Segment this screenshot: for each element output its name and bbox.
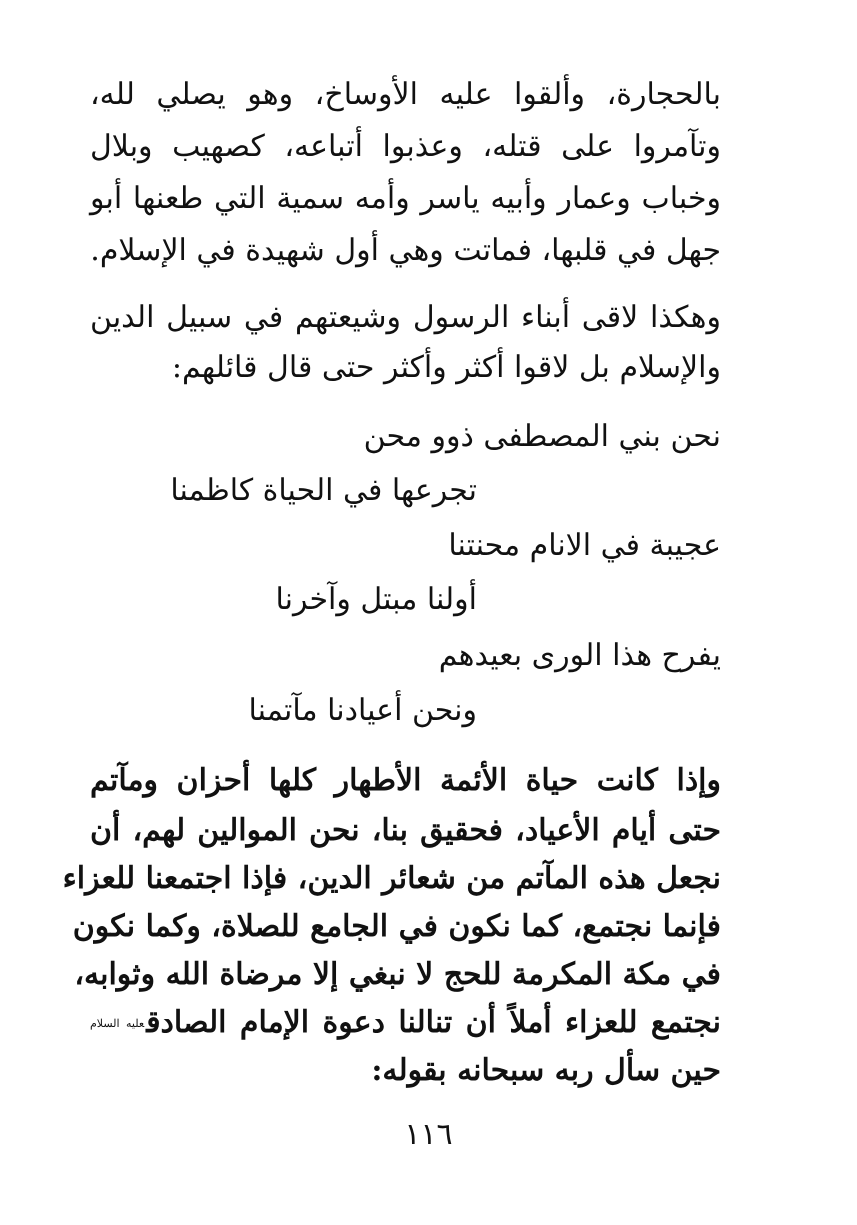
paragraph-3-line-2: حتى أيام الأعياد، فحقيق بنا، نحن الموالين لهم، أن [90, 813, 721, 848]
paragraph-3-line-6-text: نجتمع للعزاء أملاً أن تنالنا دعوة الإمام الصادق [146, 1005, 721, 1040]
paragraph-2-line-1: وهكذا لاقى أبناء الرسول وشيعتهم في سبيل الدين [90, 300, 721, 335]
paragraph-1-line-3: وخباب وعمار وأبيه ياسر وأمه سمية التي طعنها أبو [90, 181, 721, 216]
paragraph-3-line-6 [90, 1000, 721, 1046]
poem-verse-2-first-half: عجيبة في الانام محنتنا [448, 528, 721, 563]
paragraph-3-line-7: حين سأل ربه سبحانه بقوله: [371, 1053, 721, 1088]
paragraph-3-line-1: وإذا كانت حياة الأئمة الأطهار كلها أحزان ومآتم [90, 763, 721, 798]
poem-verse-1-first-half: نحن بني المصطفى ذوو محن [363, 419, 721, 454]
paragraph-1-line-4: جهل في قلبها، فماتت وهي أول شهيدة في الإسلام. [90, 233, 721, 268]
paragraph-3-line-5: في مكة المكرمة للحج لا نبغي إلا مرضاة الله وثوابه، [74, 957, 721, 992]
poem-verse-3-second-half: ونحن أعيادنا مآتمنا [248, 693, 477, 728]
paragraph-1-line-2: وتآمروا على قتله، وعذبوا أتباعه، كصهيب وبلال [90, 129, 721, 164]
poem-verse-1-second-half: تجرعها في الحياة كاظمنا [170, 473, 477, 508]
poem-verse-3-first-half: يفرح هذا الورى بعيدهم [438, 638, 721, 673]
paragraph-2-line-2: والإسلام بل لاقوا أكثر وأكثر حتى قال قائلهم: [171, 350, 721, 385]
paragraph-3-line-4: فإنما نجتمع، كما نكون في الجامع للصلاة، وكما نكون [72, 909, 721, 944]
poem-verse-2-second-half: أولنا مبتل وآخرنا [275, 582, 477, 617]
page-number: ١١٦ [404, 1117, 453, 1152]
paragraph-1-line-1: بالحجارة، وألقوا عليه الأوساخ، وهو يصلي لله، [90, 77, 721, 112]
honorific-symbol: عليه السلام [90, 1017, 145, 1030]
paragraph-3-line-3: نجعل هذه المآتم من شعائر الدين، فإذا اجتمعنا للعزاء [62, 861, 721, 896]
